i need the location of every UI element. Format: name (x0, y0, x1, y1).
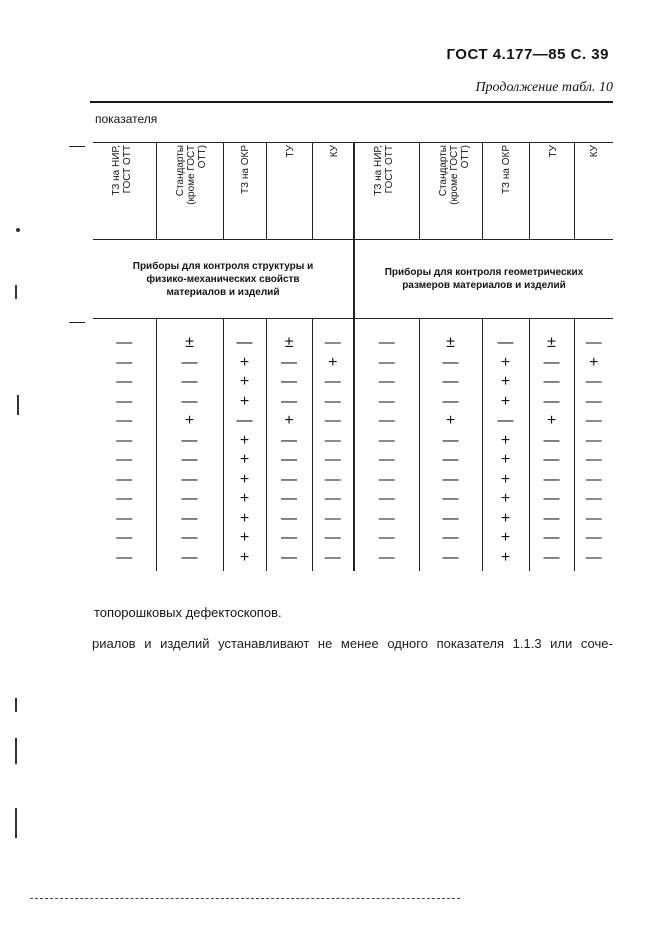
table-cell: — (312, 489, 354, 509)
table-cell: — (156, 372, 223, 392)
table-cell: — (116, 548, 133, 566)
table-cell: ± (529, 319, 574, 353)
table-cell: — (156, 528, 223, 548)
margin-mark (17, 395, 19, 415)
table-cell: — (482, 411, 529, 431)
table-cell: — (312, 411, 354, 431)
table-cell: — (312, 392, 354, 412)
table-cell: — (574, 450, 613, 470)
column-header: ТЗ на НИР, ГОСТ ОТТ (93, 143, 156, 240)
table-cell: — (156, 470, 223, 490)
table-cell: + (482, 489, 529, 509)
margin-mark (15, 698, 17, 712)
table-cell: + (482, 392, 529, 412)
table-cell: — (266, 353, 312, 373)
table-cell: — (574, 548, 613, 572)
table-cell: — (529, 431, 574, 451)
table-cell: — (223, 411, 266, 431)
group-header: Приборы для контроля структуры и физико-механических свойств материалов и изделий (93, 240, 354, 319)
table-cell: — (266, 528, 312, 548)
table-cell: — (266, 431, 312, 451)
table-cell: — (354, 509, 419, 529)
table-cell: — (156, 548, 223, 572)
body-text-line: риалов и изделий устанавливают не менее одного показателя 1.1.3 или соче- (92, 636, 613, 651)
table-cell: — (266, 489, 312, 509)
table-cell: — (354, 489, 419, 509)
table-cell: + (482, 353, 529, 373)
table-cell: — (312, 319, 354, 353)
table-cell: — (529, 372, 574, 392)
table-cell: + (223, 489, 266, 509)
table-cell: — (354, 431, 419, 451)
table-cell: — (156, 489, 223, 509)
table-cell: — (266, 450, 312, 470)
table-cell: — (312, 509, 354, 529)
table-cell: + (223, 431, 266, 451)
table-continuation-label: Продолжение табл. 10 (475, 80, 613, 95)
table-cell: — (574, 372, 613, 392)
bottom-rule (30, 898, 460, 900)
table-cell: + (482, 431, 529, 451)
table-cell: + (312, 353, 354, 373)
table-cell: + (529, 411, 574, 431)
table-cell: — (419, 353, 482, 373)
table-cell: — (574, 509, 613, 529)
table-cell: — (156, 450, 223, 470)
table-cell: — (312, 450, 354, 470)
table-cell: — (116, 412, 133, 430)
table-cell: ± (156, 319, 223, 353)
table-cell: — (266, 470, 312, 490)
table-row (93, 319, 613, 353)
column-header: КУ (312, 143, 354, 240)
table-row (93, 431, 613, 451)
table-cell: — (116, 353, 133, 371)
table-cell: — (419, 450, 482, 470)
margin-mark (15, 738, 17, 764)
table-cell: — (529, 353, 574, 373)
table-cell: — (529, 509, 574, 529)
margin-mark (69, 146, 85, 147)
table-cell: — (116, 334, 133, 352)
table-cell: — (354, 548, 419, 572)
table-row (93, 450, 613, 470)
table-cell: — (156, 431, 223, 451)
table-cell: + (156, 411, 223, 431)
margin-mark (15, 808, 17, 838)
margin-dot (16, 228, 20, 232)
table-cell: — (116, 373, 133, 391)
table-cell: — (312, 470, 354, 490)
table-row (93, 548, 613, 572)
table-cell: — (116, 392, 133, 410)
table-cell: — (116, 529, 133, 547)
table-cell: — (312, 548, 354, 572)
table-cell: — (116, 451, 133, 469)
table-row (93, 353, 613, 373)
table-cell: + (482, 450, 529, 470)
table-row (93, 528, 613, 548)
table-cell: + (482, 509, 529, 529)
table-cell: — (574, 319, 613, 353)
table-cell: + (223, 392, 266, 412)
table-cell: — (312, 528, 354, 548)
column-header: Стандарты (кроме ГОСТ ОТТ) (156, 143, 223, 240)
column-header: ТЗ на ОКР (223, 143, 266, 240)
table-cell: — (116, 470, 133, 488)
column-header: ТУ (529, 143, 574, 240)
table-cell: — (354, 528, 419, 548)
table-cell: + (223, 528, 266, 548)
table-cell: — (156, 353, 223, 373)
table-cell: — (312, 372, 354, 392)
table-cell: — (116, 490, 133, 508)
table-cell: — (354, 392, 419, 412)
table-row (93, 372, 613, 392)
table-cell: + (223, 509, 266, 529)
table-cell: + (482, 470, 529, 490)
table-cell: — (529, 392, 574, 412)
table-cell: — (266, 509, 312, 529)
table-cell: — (419, 431, 482, 451)
table-cell: — (574, 431, 613, 451)
table-cell: + (574, 353, 613, 373)
table-cell: — (419, 528, 482, 548)
table-cell: — (354, 353, 419, 373)
table-cell: — (354, 450, 419, 470)
table-cell: — (312, 431, 354, 451)
table-cell: + (223, 353, 266, 373)
table-cell: — (116, 431, 133, 449)
data-table (93, 142, 613, 571)
table-cell: — (156, 509, 223, 529)
table-cell: — (529, 450, 574, 470)
table-cell: — (354, 411, 419, 431)
column-header: ТЗ на ОКР (482, 143, 529, 240)
table-cell: — (419, 509, 482, 529)
table-cell: — (419, 470, 482, 490)
table-cell: — (529, 548, 574, 572)
table-cell: — (354, 470, 419, 490)
top-rule (90, 101, 613, 103)
table-cell: — (419, 548, 482, 572)
table-row (93, 411, 613, 431)
table-cell: — (574, 411, 613, 431)
table-cell: — (354, 372, 419, 392)
margin-mark (69, 322, 85, 323)
table-row (93, 470, 613, 490)
body-text-line: топорошковых дефектоскопов. (94, 605, 282, 620)
table-cell: ± (266, 319, 312, 353)
table-cell: — (574, 528, 613, 548)
table-cell: — (419, 392, 482, 412)
table-cell: + (419, 411, 482, 431)
table-cell: + (482, 528, 529, 548)
page-header: ГОСТ 4.177—85 С. 39 (446, 46, 609, 63)
table-cell: — (482, 319, 529, 353)
margin-mark (15, 285, 17, 299)
table-row (93, 392, 613, 412)
table-cell: — (223, 319, 266, 353)
table-cell: — (529, 489, 574, 509)
column-header: ТЗ на НИР, ГОСТ ОТТ (354, 143, 419, 240)
table-cell: + (482, 548, 529, 572)
table-cell: — (266, 392, 312, 412)
table-cell: + (223, 548, 266, 572)
table-row (93, 489, 613, 509)
table-cell: — (354, 319, 419, 353)
table-cell: — (266, 372, 312, 392)
table-cell: ± (419, 319, 482, 353)
table-cell: + (266, 411, 312, 431)
table-cell: + (482, 372, 529, 392)
table-cell: — (529, 470, 574, 490)
table-cell: — (529, 528, 574, 548)
table-cell: — (574, 489, 613, 509)
column-header: КУ (574, 143, 613, 240)
table-cell: — (574, 470, 613, 490)
table-row (93, 509, 613, 529)
table-cell: + (223, 450, 266, 470)
table-cell: — (419, 489, 482, 509)
column-header: ТУ (266, 143, 312, 240)
table-cell: + (223, 372, 266, 392)
table-cell: — (116, 509, 133, 527)
column-header: Стандарты (кроме ГОСТ ОТТ) (419, 143, 482, 240)
table-cell: + (223, 470, 266, 490)
table-cell: — (156, 392, 223, 412)
group-header: Приборы для контроля геометрических размеров материалов и изделий (354, 240, 613, 319)
table-cell: — (266, 548, 312, 572)
table-cell: — (419, 372, 482, 392)
table-cell: — (574, 392, 613, 412)
table-sublabel: показателя (95, 112, 158, 126)
